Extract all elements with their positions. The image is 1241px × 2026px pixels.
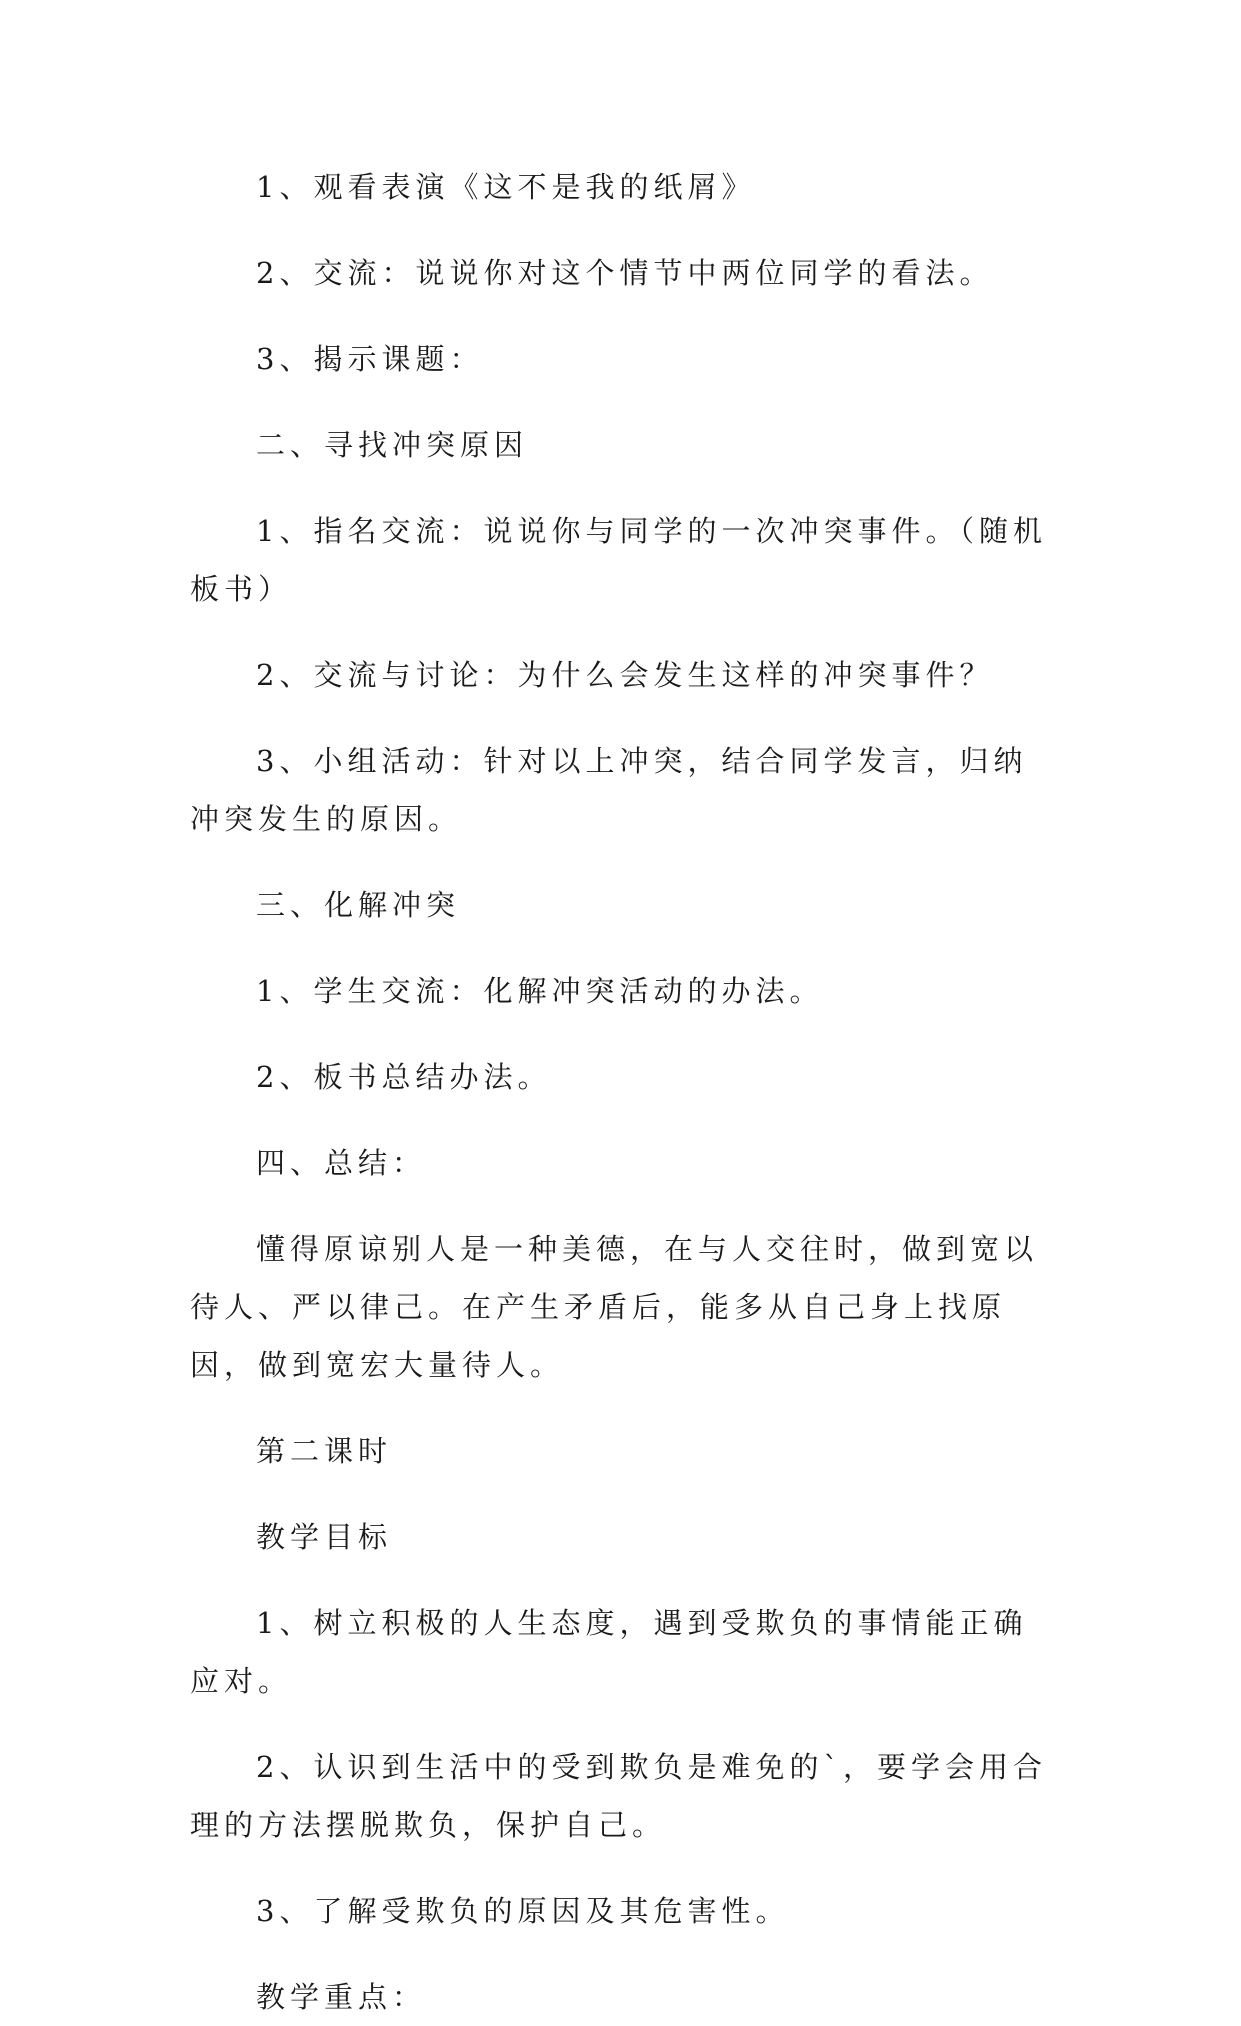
paragraph: 2、板书总结办法。 [256, 1060, 552, 1094]
paragraph: 1、学生交流：化解冲突活动的办法。 [256, 974, 824, 1008]
paragraph: 2、认识到生活中的受到欺负是难免的`，要学会用合理的方法摆脱欺负，保护自己。 [190, 1750, 1047, 1842]
paragraph: 1、指名交流：说说你与同学的一次冲突事件。（随机板书） [190, 514, 1047, 606]
paragraph: 2、交流与讨论：为什么会发生这样的冲突事件？ [256, 658, 994, 692]
section-heading: 二、寻找冲突原因 [256, 428, 529, 462]
paragraph: 懂得原谅别人是一种美德，在与人交往时，做到宽以待人、严以律己。在产生矛盾后，能多从自己身上找原因，做到宽宏大量待人。 [190, 1232, 1039, 1382]
paragraph: 3、小组活动：针对以上冲突，结合同学发言，归纳冲突发生的原因。 [190, 744, 1028, 836]
lesson-heading: 第二课时 [256, 1434, 393, 1468]
section-heading: 四、总结： [256, 1146, 427, 1180]
section-heading: 教学重点： [256, 1980, 427, 2014]
paragraph: 3、了解受欺负的原因及其危害性。 [256, 1894, 790, 1928]
paragraph: 1、树立积极的人生态度，遇到受欺负的事情能正确应对。 [190, 1606, 1028, 1698]
paragraph: 3、揭示课题： [256, 342, 484, 376]
paragraph: 1、观看表演《这不是我的纸屑》 [256, 170, 756, 204]
section-heading: 教学目标 [256, 1520, 393, 1554]
paragraph: 2、交流：说说你对这个情节中两位同学的看法。 [256, 256, 994, 290]
document-body [190, 158, 1060, 2026]
section-heading: 三、化解冲突 [256, 888, 461, 922]
